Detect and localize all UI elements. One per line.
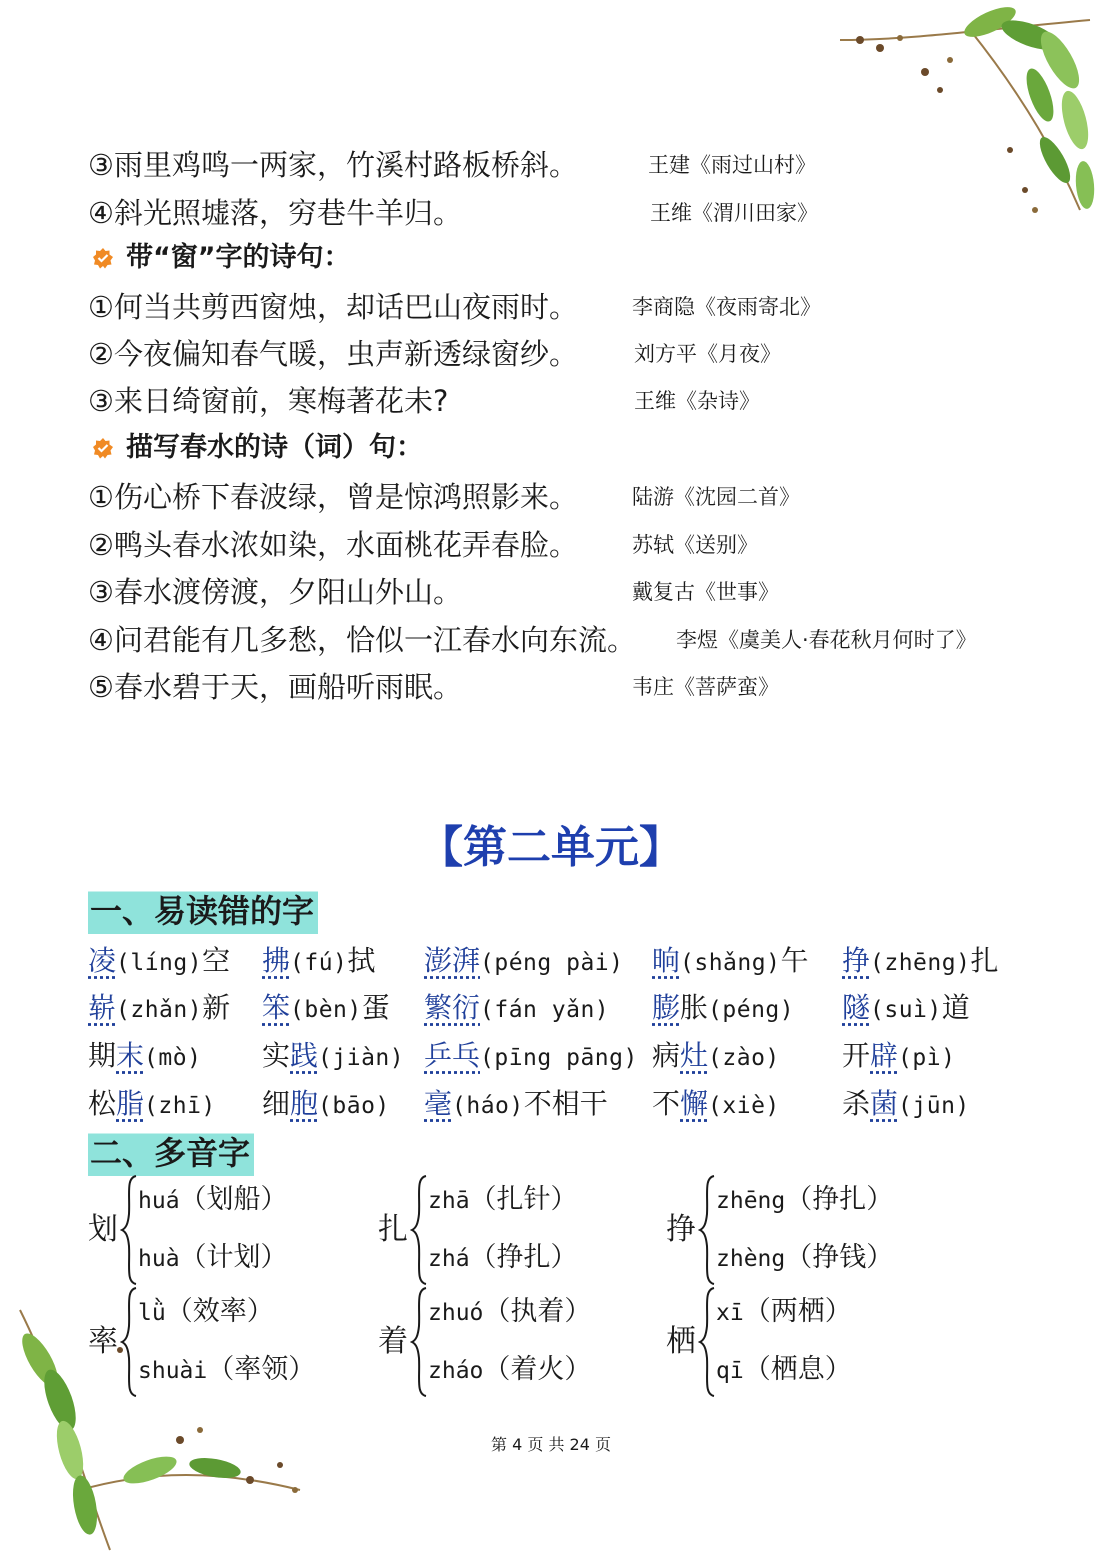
pinyin: (háo): [452, 1093, 524, 1119]
pinyin: (zhī): [144, 1093, 216, 1119]
example-word: （挣扎）: [785, 1184, 894, 1215]
pronunciation-entry: [428, 1350, 591, 1391]
unit-title: 【第二单元】: [419, 822, 683, 873]
highlighted-character: 隧: [842, 991, 871, 1024]
highlighted-character: 践: [290, 1039, 319, 1072]
pinyin: zháo: [428, 1358, 484, 1384]
polyphonic-character: 栖: [666, 1324, 696, 1359]
pronunciation-entry: [716, 1180, 893, 1221]
brace-icon: [698, 1286, 718, 1398]
brace-icon: [410, 1174, 430, 1286]
pronunciation-entry: [428, 1180, 578, 1221]
footer-prefix: 第: [490, 1435, 507, 1454]
highlighted-character: 凌: [88, 944, 117, 977]
word-prefix: 实: [262, 1039, 291, 1072]
misread-word: [652, 941, 808, 983]
section-heading-text: 描写春水的诗（词）句：: [126, 432, 423, 463]
section-heading-text: 带“窗”字的诗句：: [126, 242, 351, 273]
misread-word: [424, 988, 609, 1030]
page-footer: [0, 1432, 1102, 1455]
misread-word: [842, 1036, 955, 1078]
highlighted-character: 崭: [88, 991, 117, 1024]
word-tail: 新: [202, 991, 231, 1024]
word-suffix: 胀: [680, 991, 709, 1024]
example-word: （率领）: [207, 1354, 316, 1385]
pronunciation-entry: [428, 1238, 578, 1279]
footer-total-pages: 24: [569, 1435, 590, 1454]
pronunciation-entry: [428, 1292, 591, 1333]
highlighted-character: 懈: [680, 1087, 709, 1120]
pronunciation-entry: [716, 1350, 852, 1391]
badge-icon: [92, 247, 114, 269]
poem-source: 李商隐《夜雨寄北》: [632, 295, 821, 319]
poem-source: 王维《渭川田家》: [650, 201, 818, 225]
pinyin: huà: [138, 1246, 180, 1272]
misread-word: [88, 941, 230, 983]
word-tail: 空: [202, 944, 231, 977]
highlighted-character: 乒乓: [424, 1039, 481, 1072]
brace-icon: [120, 1174, 140, 1286]
misread-word: [424, 941, 624, 983]
poem-line: ①何当共剪西窗烛，却话巴山夜雨时。: [88, 290, 578, 324]
highlighted-character: 灶: [680, 1039, 709, 1072]
poem-source: 韦庄《菩萨蛮》: [632, 675, 779, 699]
poem-line: ⑤春水碧于天，画船听雨眠。: [88, 670, 462, 704]
word-prefix: 杀: [842, 1087, 871, 1120]
pinyin: lǜ: [138, 1300, 166, 1326]
misread-word: [652, 1036, 780, 1078]
word-tail: 道: [941, 991, 970, 1024]
highlighted-character: 菌: [870, 1087, 899, 1120]
poem-line: ③来日绮窗前，寒梅著花未?: [88, 384, 449, 418]
poem-source: 苏轼《送别》: [632, 533, 758, 557]
highlighted-character: 毫: [424, 1087, 453, 1120]
brace-icon: [120, 1286, 140, 1398]
word-tail: 扎: [970, 944, 999, 977]
misread-word: [842, 941, 998, 983]
example-word: （着火）: [483, 1354, 592, 1385]
example-word: （计划）: [179, 1242, 288, 1273]
pinyin: (fán yǎn): [480, 997, 610, 1023]
pronunciation-entry: [138, 1350, 315, 1391]
pinyin: xī: [716, 1300, 744, 1326]
highlighted-character: 胞: [290, 1087, 319, 1120]
section-heading-window: [92, 238, 351, 278]
word-tail: 蛋: [361, 991, 390, 1024]
misread-word: [424, 1036, 638, 1078]
pinyin: zhēng: [716, 1188, 786, 1214]
word-prefix: 期: [88, 1039, 117, 1072]
pinyin: zhā: [428, 1188, 470, 1214]
highlighted-character: 繁衍: [424, 991, 481, 1024]
pinyin: (suì): [870, 997, 942, 1023]
example-word: （扎针）: [469, 1184, 578, 1215]
highlighted-character: 辟: [870, 1039, 899, 1072]
example-word: （划船）: [179, 1184, 288, 1215]
pinyin: zhèng: [716, 1246, 786, 1272]
pinyin: (jiàn): [318, 1045, 405, 1071]
highlighted-character: 末: [116, 1039, 145, 1072]
word-tail: 午: [780, 944, 809, 977]
highlighted-character: 拂: [262, 944, 291, 977]
pinyin: (líng): [116, 950, 203, 976]
poem-line: ④问君能有几多愁，恰似一江春水向东流。: [88, 623, 636, 657]
misread-word: [842, 988, 970, 1030]
polyphonic-character: 率: [88, 1324, 118, 1359]
word-prefix: 不: [652, 1087, 681, 1120]
section-heading-spring: [92, 428, 423, 468]
section-title-misread: 一、易读错的字: [88, 888, 318, 934]
highlighted-character: 晌: [652, 944, 681, 977]
pinyin: (péng pài): [480, 950, 624, 976]
highlighted-character: 脂: [116, 1087, 145, 1120]
pinyin: shuài: [138, 1358, 208, 1384]
example-word: （挣扎）: [469, 1242, 578, 1273]
polyphonic-character: 划: [88, 1212, 118, 1247]
brace-icon: [410, 1286, 430, 1398]
misread-word: [262, 941, 375, 983]
poem-source: 戴复古《世事》: [632, 580, 779, 604]
misread-word: [88, 1036, 201, 1078]
word-prefix: 细: [262, 1087, 291, 1120]
pinyin: (pì): [898, 1045, 956, 1071]
polyphonic-character: 着: [378, 1324, 408, 1359]
example-word: （栖息）: [743, 1354, 852, 1385]
misread-word: [262, 988, 390, 1030]
footer-suffix: 页: [595, 1435, 612, 1454]
poem-line: ①伤心桥下春波绿，曾是惊鸿照影来。: [88, 480, 578, 514]
misread-word: [842, 1084, 970, 1126]
example-word: （挣钱）: [785, 1242, 894, 1273]
misread-word: [262, 1036, 404, 1078]
word-prefix: 松: [88, 1087, 117, 1120]
pinyin: (xiè): [708, 1093, 780, 1119]
pinyin: (fú): [290, 950, 348, 976]
word-tail: 不相干: [523, 1087, 608, 1120]
example-word: （效率）: [165, 1296, 274, 1327]
brace-icon: [698, 1174, 718, 1286]
poem-source: 陆游《沈园二首》: [632, 485, 800, 509]
pronunciation-entry: [716, 1292, 852, 1333]
pinyin: (bāo): [318, 1093, 390, 1119]
pronunciation-entry: [716, 1238, 893, 1279]
poem-line: ②今夜偏知春气暖，虫声新透绿窗纱。: [88, 337, 578, 371]
section-title-polyphonic: 二、多音字: [88, 1130, 254, 1176]
highlighted-character: 笨: [262, 991, 291, 1024]
poem-line: ③雨里鸡鸣一两家，竹溪村路板桥斜。: [88, 148, 578, 182]
pronunciation-entry: [138, 1292, 274, 1333]
pinyin: (mò): [144, 1045, 202, 1071]
poem-source: 王建《雨过山村》: [648, 153, 816, 177]
pinyin: huá: [138, 1188, 180, 1214]
poem-source: 王维《杂诗》: [634, 389, 760, 413]
misread-word: [652, 988, 794, 1030]
pinyin: (zhēng): [870, 950, 971, 976]
pinyin: zhuó: [428, 1300, 484, 1326]
highlighted-character: 挣: [842, 944, 871, 977]
pinyin: (pīng pāng): [480, 1045, 638, 1071]
word-tail: 拭: [347, 944, 376, 977]
pinyin: zhá: [428, 1246, 470, 1272]
misread-word: [88, 1084, 216, 1126]
pinyin: (shǎng): [680, 950, 781, 976]
misread-word: [262, 1084, 390, 1126]
misread-word: [652, 1084, 780, 1126]
highlighted-character: 澎湃: [424, 944, 481, 977]
foliage-decoration-top-right: [830, 0, 1102, 230]
polyphonic-character: 挣: [666, 1212, 696, 1247]
pronunciation-entry: [138, 1180, 288, 1221]
highlighted-character: 膨: [652, 991, 681, 1024]
word-prefix: 病: [652, 1039, 681, 1072]
footer-page-number: 4: [512, 1435, 523, 1454]
footer-middle: 页 共: [527, 1435, 565, 1454]
misread-word: [424, 1084, 608, 1126]
poem-source: 李煜《虞美人·春花秋月何时了》: [676, 628, 977, 652]
pronunciation-entry: [138, 1238, 288, 1279]
poem-line: ③春水渡傍渡，夕阳山外山。: [88, 575, 462, 609]
poem-source: 刘方平《月夜》: [634, 342, 781, 366]
pinyin: (jūn): [898, 1093, 970, 1119]
example-word: （两栖）: [743, 1296, 852, 1327]
pinyin: (zào): [708, 1045, 780, 1071]
example-word: （执着）: [483, 1296, 592, 1327]
pinyin: qī: [716, 1358, 744, 1384]
misread-word: [88, 988, 230, 1030]
poem-line: ④斜光照墟落，穷巷牛羊归。: [88, 196, 462, 230]
pinyin: (péng): [708, 997, 795, 1023]
polyphonic-character: 扎: [378, 1212, 408, 1247]
word-prefix: 开: [842, 1039, 871, 1072]
pinyin: (bèn): [290, 997, 362, 1023]
pinyin: (zhǎn): [116, 997, 203, 1023]
poem-line: ②鸭头春水浓如染，水面桃花弄春脸。: [88, 528, 578, 562]
badge-icon: [92, 437, 114, 459]
